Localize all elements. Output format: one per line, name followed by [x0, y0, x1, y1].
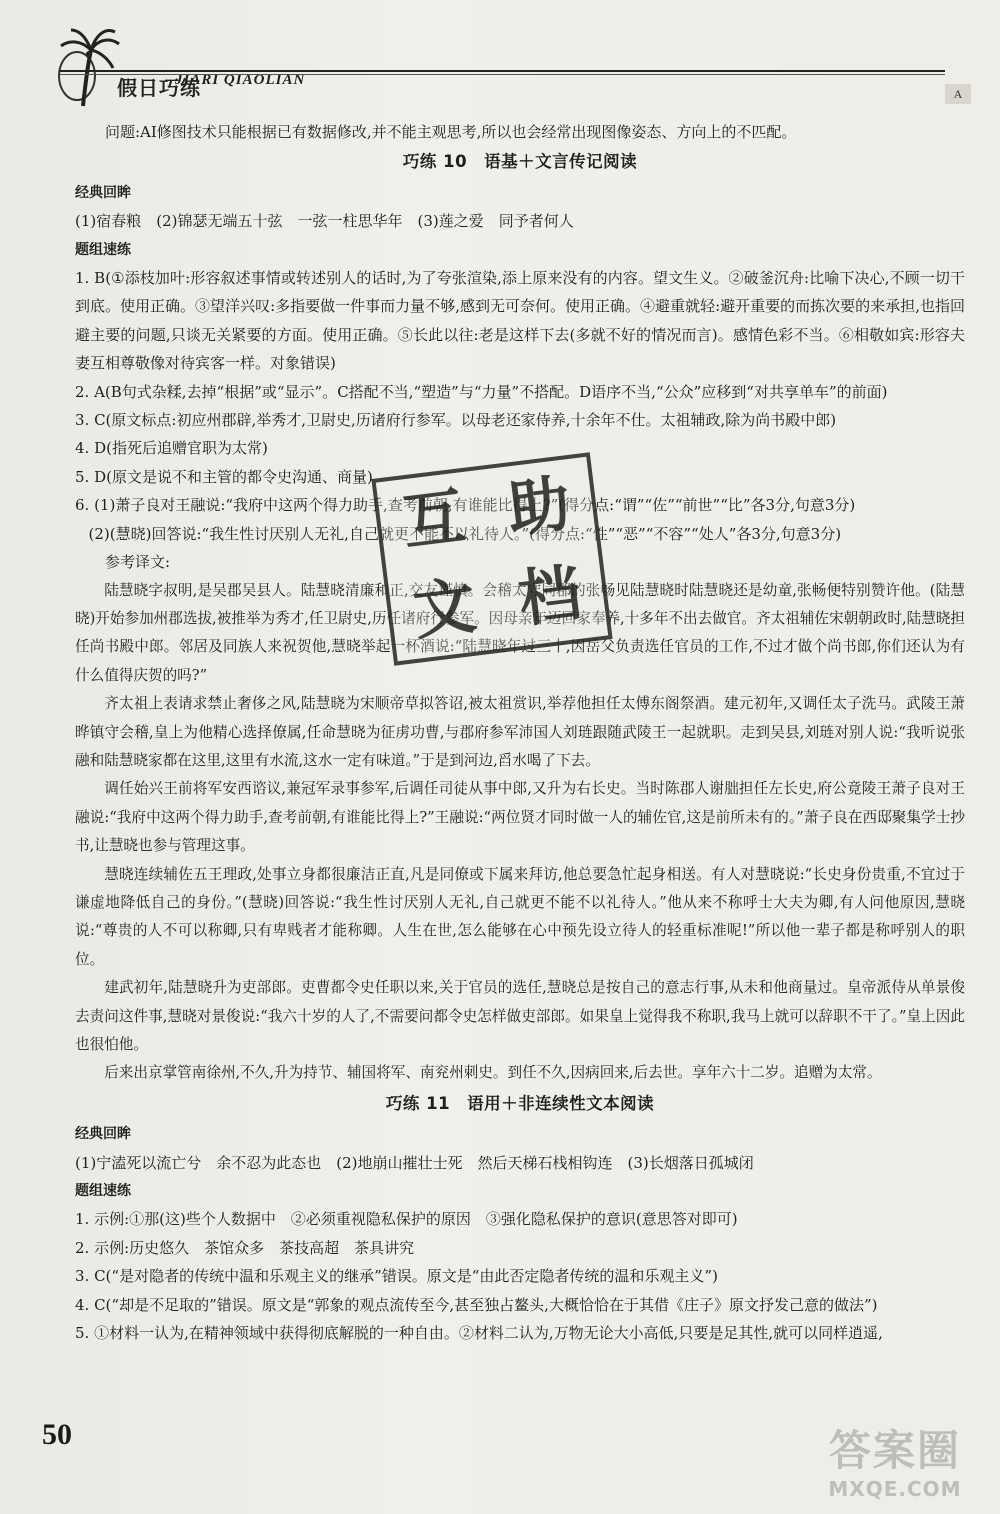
answer-5: 5. D(原文是说不和主管的都令史沟通、商量) [75, 467, 373, 486]
site-watermark [800, 1425, 990, 1510]
main-content [75, 118, 965, 1347]
answer-11-5: 5. ①材料一认为,在精神领域中获得彻底解脱的一种自由。②材料二认为,万物无论大小高低,只要是足其性,就可以同样逍遥, [75, 1324, 883, 1343]
answer-1: 1. B(①添枝加叶:形容叙述事情或转述别人的话时,为了夸张渲染,添上原来没有的内容。望文生义。②破釜沉舟:比喻下决心,不顾一切干到底。使用正确。③望洋兴叹:多指要做一件事而力量不够,感到无可奈何。使用正确。④避重就轻:避开重要的而拣次要的来承担,也指回避主要的问题,只谈无关紧要的方面。使用正确。⑤长此以往:老是这样下去(多就不好的情况而言)。感情色彩不当。⑥相敬如宾:形容夫妻互相尊敬像对待宾客一样。对象错误) [75, 269, 965, 373]
brand-title: 假日巧练 [117, 76, 201, 100]
stamp-char-2: 助 [503, 466, 575, 547]
stamp-char-1: 互 [398, 479, 469, 560]
section-title-11: 巧练 11 语用＋非连续性文本阅读 [385, 1093, 655, 1113]
intro-paragraph: 问题:AI修图技术只能根据已有数据修改,并不能主观思考,所以也会经常出现图像姿态、方向上的不匹配。 [105, 123, 797, 141]
section-title-10: 巧练 10 语基＋文言传记阅读 [402, 152, 638, 172]
palm-tree-logo-icon [55, 28, 125, 108]
header-rule [60, 70, 945, 72]
answer-6-1: 6. (1)萧子良对王融说:“我府中这两个得力助手,查考前朝,有谁能比得上?”(得分点:“谓”“佐”“前世”“比”各3分,句意3分) [75, 496, 856, 515]
stamp-char-3: 文 [409, 568, 480, 649]
answer-11-2: 2. 示例:历史悠久 茶馆众多 茶技高超 茶具讲究 [75, 1238, 415, 1257]
page-number: 50 [42, 1418, 72, 1451]
review-answers-11: (1)宁溘死以流亡兮 余不忍为此态也 (2)地崩山摧壮士死 然后天梯石栈相钩连 (3)长烟落日孤城闭 [75, 1153, 754, 1172]
mutual-help-doc-stamp [371, 452, 612, 665]
watermark-logo-text: 答案圈 [828, 1426, 961, 1475]
header-rule-thin [60, 74, 945, 75]
review-answers-10: (1)宿春粮 (2)锦瑟无端五十弦 一弦一柱思华年 (3)莲之爱 同予者何人 [75, 212, 574, 231]
answer-11-1: 1. 示例:①那(这)些个人数据中 ②必须重视隐私保护的原因 ③强化隐私保护的意识(意思答对即可) [75, 1210, 738, 1229]
translation-paragraph-6: 后来出京掌管南徐州,不久,升为持节、辅国将军、南兖州刺史。到任不久,因病回来,后去世。享年六十二岁。追赠为太常。 [104, 1064, 882, 1082]
translation-paragraph-2: 齐太祖上表请求禁止奢侈之风,陆慧晓为宋顺帝草拟答诏,被太祖赏识,举荐他担任太傅东阁祭酒。建元初年,又调任太子洗马。武陵王萧晔镇守会稽,皇上为他精心选择僚属,任命慧晓为征虏功曹,与郡府参军沛国人刘琏跟随武陵王一起就职。走到吴县,刘琏对别人说:“我听说张融和陆慧晓家都在这里,这里有水流,这水一定有味道。”于是到河边,舀水喝了下去。 [75, 695, 965, 769]
watermark-url: MXQE.COM [828, 1477, 962, 1501]
translation-paragraph-4: 慧晓连续辅佐五王理政,处事立身都很廉洁正直,凡是同僚或下属来拜访,他总要急忙起身相送。有人对慧晓说:“长史身份贵重,不宜过于谦虚地降低自己的身份。”(慧晓)回答说:“我生性讨厌别人无礼,自己就更不能不以礼待人。”他从来不称呼士大夫为卿,有人问他原因,慧晓说:“尊贵的人不可以称卿,只有卑贱者才能称卿。人生在世,怎么能够在心中预先设立待人的轻重标准呢!”所以他一辈子都是称呼别人的职位。 [75, 865, 965, 968]
translation-paragraph-1: 陆慧晓字叔明,是吴郡吴县人。陆慧晓清廉和正,交友谨慎。会稽太守同郡的张畅见陆慧晓时陆慧晓还是幼童,张畅便特别赞许他。(陆慧晓)开始参加州郡选拔,被推举为秀才,任卫尉史,历任诸府行参军。因母亲年迈回家奉养,十多年不出去做官。齐太祖辅佐宋朝朝政时,陆慧晓担任尚书殿中郎。邻居及同族人来祝贺他,慧晓举起一杯酒说:“陆慧晓年过三十,因岳父负责选任官员的工作,不过才做个尚书郎,你们还认为有什么值得庆贺的吗?” [75, 581, 965, 684]
answer-6-2: (2)(慧晓)回答说:“我生性讨厌别人无礼,自己就更不能不以礼待人。”(得分点:“性”“恶”“不容”“处人”各3分,句意3分) [88, 524, 842, 543]
label-translation: 参考译文: [105, 553, 171, 572]
side-tab-label: A [945, 84, 971, 104]
label-drill: 题组速练 [75, 241, 131, 258]
page-header [55, 28, 955, 108]
answer-4: 4. D(指死后追赠官职为太常) [75, 439, 268, 458]
label-classic-review: 经典回眸 [75, 184, 131, 201]
answer-11-4: 4. C(“却是不足取的”错误。原文是“郭象的观点流传至今,甚至独占鳌头,大概恰恰在于其借《庄子》原文抒发己意的做法”) [75, 1295, 878, 1314]
answer-11-3: 3. C(“是对隐者的传统中温和乐观主义的继承”错误。原文是“由此否定隐者传统的温和乐观主义”) [75, 1267, 718, 1286]
label-classic-review-11: 经典回眸 [75, 1126, 131, 1143]
translation-paragraph-3: 调任始兴王前将军安西谘议,兼冠军录事参军,后调任司徒从事中郎,又升为右长史。当时陈郡人谢朏担任左长史,府公竟陵王萧子良对王融说:“我府中这两个得力助手,查考前朝,有谁能比得上?”王融说:“两位贤才同时做一人的辅佐官,这是前所未有的。”萧子良在西邸聚集学士抄书,让慧晓也参与管理这事。 [75, 780, 965, 855]
answer-2: 2. A(B句式杂糅,去掉“根据”或“显示”。C搭配不当,“塑造”与“力量”不搭配。D语序不当,“公众”应移到“对共享单车”的前面) [75, 382, 888, 401]
stamp-char-4: 档 [514, 555, 586, 636]
translation-paragraph-5: 建武初年,陆慧晓升为吏部郎。吏曹都令史任职以来,关于官员的选任,慧晓总是按自己的意志行事,从未和他商量过。皇帝派侍从单景俊去责问这件事,慧晓对景俊说:“我六十岁的人了,不需要问都令史怎样做吏部郎。如果皇上觉得我不称职,我马上就可以辞职不干了。”皇上因此也很怕他。 [75, 979, 965, 1053]
label-drill-11: 题组速练 [75, 1183, 131, 1200]
brand-english-title: JIARI QIAOLIAN [175, 72, 306, 88]
answer-3: 3. C(原文标点:初应州郡辟,举秀才,卫尉史,历诸府行参军。以母老还家侍养,十余年不仕。太祖辅政,除为尚书殿中郎) [75, 411, 837, 430]
